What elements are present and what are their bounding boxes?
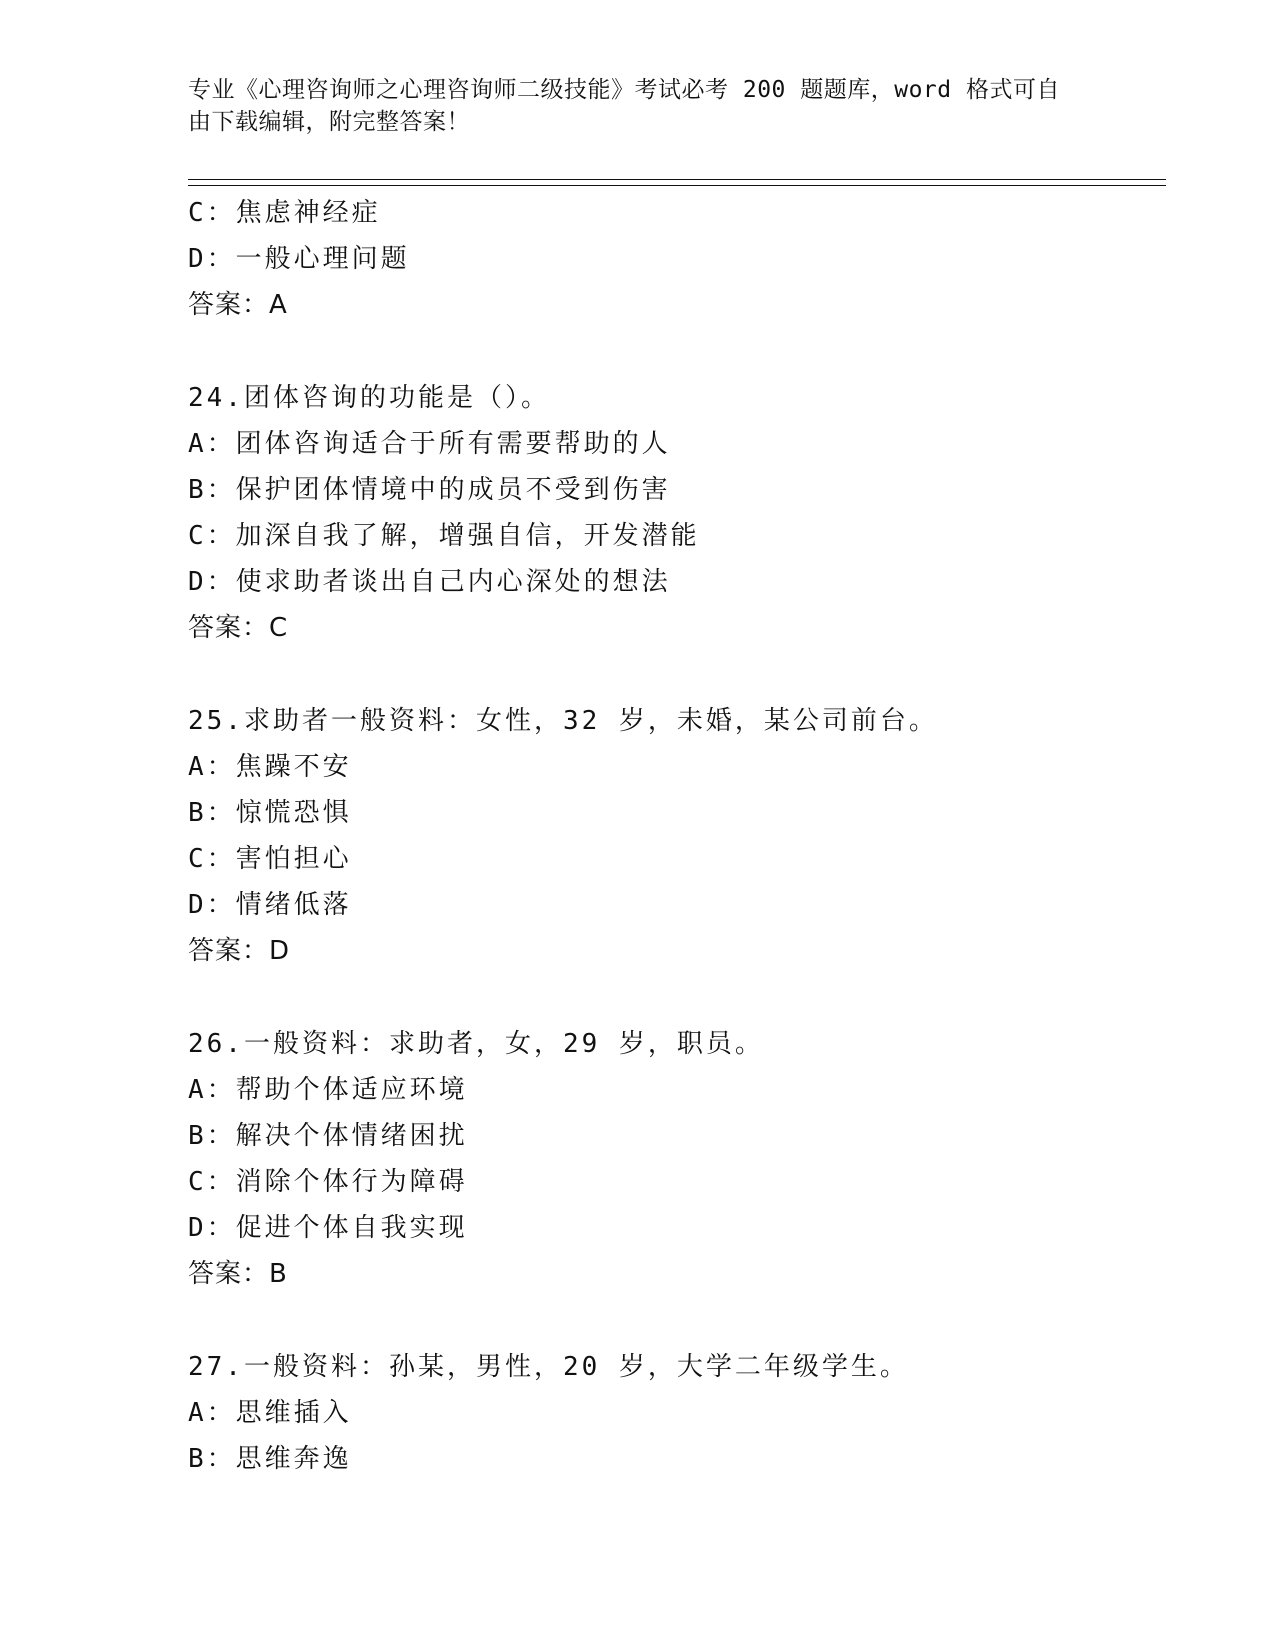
question-stem: 27.一般资料：孙某，男性，20 岁，大学二年级学生。	[188, 1352, 909, 1382]
option-b: B：惊慌恐惧	[188, 798, 352, 828]
option-c: C：加深自我了解，增强自信，开发潜能	[188, 521, 700, 551]
option-a: A：帮助个体适应环境	[188, 1075, 468, 1105]
question-list	[188, 190, 1148, 1482]
option-c: C：害怕担心	[188, 844, 352, 874]
question-block	[188, 1021, 1148, 1297]
document-header	[188, 74, 1088, 138]
question-block	[188, 375, 1148, 651]
question-block	[188, 698, 1148, 974]
option-d: D：情绪低落	[188, 890, 352, 920]
option-a: A：焦躁不安	[188, 752, 352, 782]
header-divider-top	[188, 179, 1166, 180]
option-d: D：使求助者谈出自己内心深处的想法	[188, 567, 671, 597]
question-stem: 25.求助者一般资料：女性，32 岁，未婚，某公司前台。	[188, 706, 938, 736]
answer-line: 答案：C	[188, 613, 289, 643]
answer-line: 答案：D	[188, 936, 291, 966]
question-stem: 24.团体咨询的功能是（）。	[188, 383, 550, 413]
header-line-2: 由下载编辑，附完整答案！	[188, 109, 470, 135]
question-stem: 26.一般资料：求助者，女，29 岁，职员。	[188, 1029, 764, 1059]
option-b: B：思维奔逸	[188, 1444, 352, 1474]
answer-line: 答案：B	[188, 1259, 288, 1289]
header-line-1: 专业《心理咨询师之心理咨询师二级技能》考试必考 200 题题库，word 格式可自	[188, 77, 1060, 103]
option-c: C：消除个体行为障碍	[188, 1167, 468, 1197]
option-a: A：思维插入	[188, 1398, 352, 1428]
option-d: D：促进个体自我实现	[188, 1213, 468, 1243]
option-b: B：保护团体情境中的成员不受到伤害	[188, 475, 671, 505]
question-block	[188, 1344, 1148, 1482]
header-divider-bottom	[188, 185, 1166, 186]
option-c: C：焦虑神经症	[188, 198, 381, 228]
option-b: B：解决个体情绪困扰	[188, 1121, 468, 1151]
option-a: A：团体咨询适合于所有需要帮助的人	[188, 429, 671, 459]
option-d: D：一般心理问题	[188, 244, 410, 274]
answer-line: 答案：A	[188, 290, 288, 320]
